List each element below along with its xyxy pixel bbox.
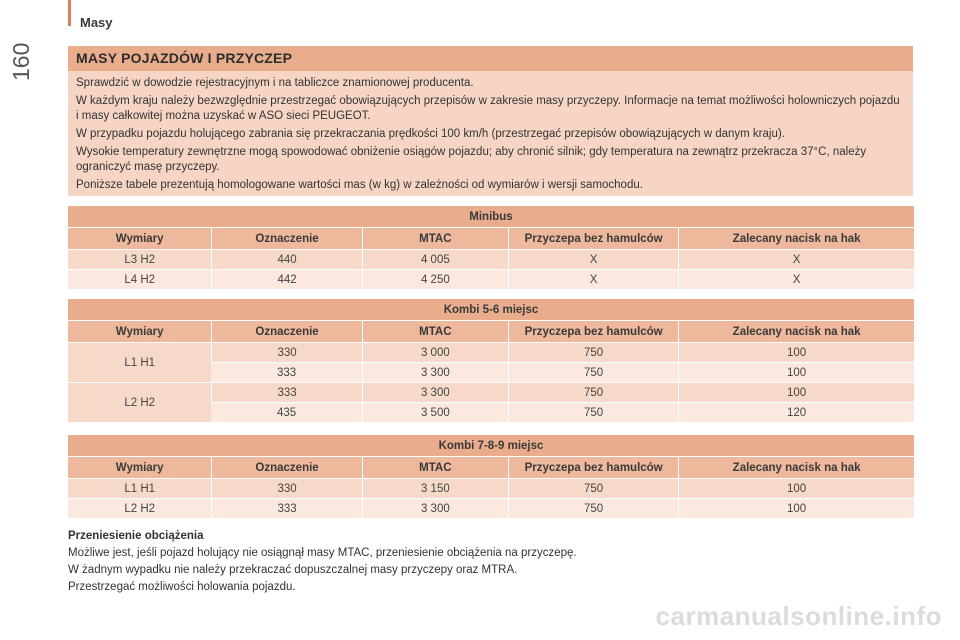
table-cell: 3 300 [362,383,508,402]
table-cell: L2 H2 [68,499,211,518]
table-cell: X [508,270,678,289]
column-header: Zalecany nacisk na hak [678,457,914,478]
table-cell: 330 [211,479,361,498]
load-transfer-section [68,528,577,596]
table-cell: 100 [678,343,914,362]
column-header: Zalecany nacisk na hak [678,321,914,342]
watermark: carmanualsonline.info [655,601,942,631]
info-paragraph: Sprawdzić w dowodzie rejestracyjnym i na tabliczce znamionowej producenta. [76,77,474,89]
table-cell: 100 [678,479,914,498]
minibus-table [68,205,914,290]
table-cell: 750 [508,479,678,498]
table-cell: X [508,250,678,269]
table-cell-dimension: L1 H1 [68,343,211,382]
table-cell: 333 [211,383,361,402]
table-cell: 3 500 [362,403,508,422]
load-transfer-line: Możliwe jest, jeśli pojazd holujący nie osiągnął masy MTAC, przeniesienie obciążenia na przyczepę. [68,547,577,559]
table-cell: 3 150 [362,479,508,498]
table-cell: 100 [678,499,914,518]
info-body [68,71,913,193]
column-header: Wymiary [68,457,211,478]
table-cell: 330 [211,343,361,362]
table-cell: L1 H1 [68,479,211,498]
table-row [68,270,914,289]
table-title: Minibus [68,206,914,227]
info-paragraph: W każdym kraju należy bezwzględnie przestrzegać obowiązujących przepisów w zakresie masy przyczepy. Informacje na temat możliwości holowniczych pojazdu i masy całkowitej można uzyskać w ASO sieci PEUGEOT. [76,95,900,122]
kombi-7-8-9-table [68,434,914,519]
load-transfer-title: Przeniesienie obciążenia [68,530,204,542]
table-cell: 3 300 [362,363,508,382]
table-title: Kombi 7-8-9 miejsc [68,435,914,456]
table-cell: X [678,270,914,289]
column-header: Oznaczenie [211,457,361,478]
table-row [68,499,914,518]
table-cell-dimension: L2 H2 [68,383,211,422]
table-row [68,383,914,402]
column-header: Oznaczenie [211,321,361,342]
info-title: MASY POJAZDÓW I PRZYCZEP [68,46,913,71]
table-cell: 4 250 [362,270,508,289]
column-header: Przyczepa bez hamulców [508,321,678,342]
info-paragraph: Wysokie temperatury zewnętrzne mogą spowodować obniżenie osiągów pojazdu; aby chronić silnik; gdy temperatura na zewnątrz przekracza 37°C, należy ograniczyć masę przyczepy. [76,146,867,173]
column-header: MTAC [362,457,508,478]
column-header: Zalecany nacisk na hak [678,228,914,249]
table-cell: 4 005 [362,250,508,269]
info-box [68,46,913,196]
load-transfer-line: Przestrzegać możliwości holowania pojazdu. [68,581,296,593]
table-cell: 100 [678,363,914,382]
table-cell: 440 [211,250,361,269]
table-row [68,343,914,362]
column-header: Przyczepa bez hamulców [508,457,678,478]
table-cell: X [678,250,914,269]
column-header: MTAC [362,321,508,342]
column-header: Oznaczenie [211,228,361,249]
table-cell: 442 [211,270,361,289]
table-cell: 333 [211,363,361,382]
table-cell: L4 H2 [68,270,211,289]
column-header: Wymiary [68,321,211,342]
column-header: MTAC [362,228,508,249]
table-cell: 333 [211,499,361,518]
table-title: Kombi 5-6 miejsc [68,299,914,320]
info-paragraph: Poniższe tabele prezentują homologowane wartości mas (w kg) w zależności od wymiarów i wersji samochodu. [76,179,643,191]
table-cell: 750 [508,343,678,362]
table-cell: 3 000 [362,343,508,362]
table-row [68,250,914,269]
table-cell: 100 [678,383,914,402]
table-cell: 750 [508,363,678,382]
section-title: Masy [80,15,113,30]
table-cell: 3 300 [362,499,508,518]
table-cell: L3 H2 [68,250,211,269]
section-accent-bar [68,0,71,26]
page-number: 160 [8,42,34,81]
table-cell: 750 [508,383,678,402]
column-header: Przyczepa bez hamulców [508,228,678,249]
table-cell: 750 [508,403,678,422]
table-cell: 750 [508,499,678,518]
kombi-5-6-table [68,298,914,423]
column-header: Wymiary [68,228,211,249]
table-cell: 120 [678,403,914,422]
info-paragraph: W przypadku pojazdu holującego zabrania się przekraczania prędkości 100 km/h (przestrzegać przepisów obowiązujących w danym kraju). [76,128,785,140]
load-transfer-line: W żadnym wypadku nie należy przekraczać dopuszczalnej masy przyczepy oraz MTRA. [68,564,518,576]
table-cell: 435 [211,403,361,422]
table-row [68,479,914,498]
